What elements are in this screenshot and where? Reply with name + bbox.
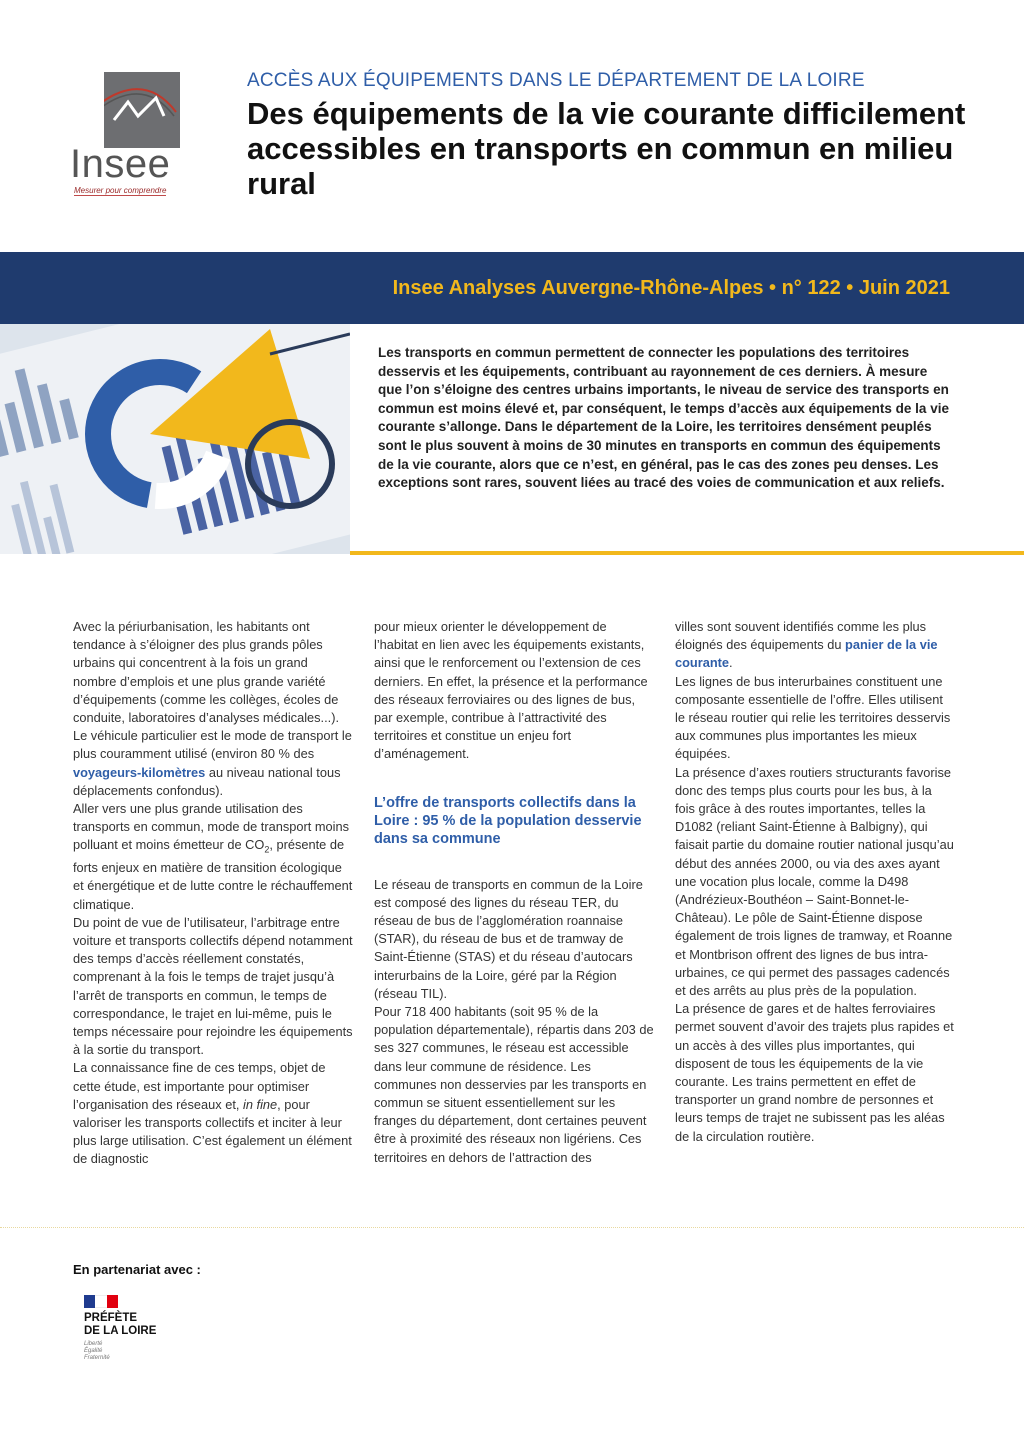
abstract: Les transports en commun permettent de connecter les populations des territoires desservis et les équipements, contribuant au rayonnement de ces derniers. À mesure que l’on s’éloigne des centres urbains importants, le niveau de service des transports en commun est moins élevé et, par conséquent, le temps d’accès aux équipements de la vie courante s’allonge. Dans le département de la Loire, les territoires densément peuplés sont le plus souvent à moins de 30 minutes en transports en commun des équipements de la vie courante, alors que ce n’est, en général, pas le cas des zones peu denses. Les exceptions sont rares, souvent liées au tracé des voies de communication et aux reliefs.: [378, 345, 949, 491]
abstract-rule: [350, 551, 1024, 555]
paragraph: Pour 718 400 habitants (soit 95 % de la population départementale), répartis dans 203 de ses 327 communes, le réseau est accessible dans leur commune de résidence. Les communes non desservies par les transports en commun se situent essentiellement sur les franges du département, dont certaines peuvent être à proximité des réseaux non ligériens. Ces territoires en dehors de l’attraction des: [374, 1004, 654, 1165]
publication-info: Insee Analyses Auvergne-Rhône-Alpes • n° 122 • Juin 2021: [392, 277, 950, 299]
logo-tagline: Mesurer pour comprendre: [74, 186, 167, 195]
french-flag-icon: [84, 1295, 118, 1308]
chart-collage-illustration: [0, 324, 350, 554]
link-voyageurs-kilometres[interactable]: voyageurs-kilomètres: [73, 764, 206, 780]
footer-divider: [0, 1227, 1024, 1228]
prefecture-name: PRÉFÈTE DE LA LOIRE: [84, 1312, 157, 1337]
paragraph: villes sont souvent identifiés comme les plus éloignés des équipements du panier de la vie courante.: [675, 619, 938, 671]
publication-band: [0, 252, 1024, 324]
insee-logo: [70, 70, 190, 200]
paragraph: Avec la périurbanisation, les habitants ont tendance à s’éloigner des plus grands pôles urbains qui concentrent à la fois un grand nombre d’emplois et une plus grande variété d’équipements (comme les collèges, écoles de conduite, laboratoires d’analyses médicales...). Le véhicule particulier est le mode de transport le plus couramment utilisé (environ 80 % des voyageurs-kilomètres au niveau national tous déplacements confondus).: [73, 619, 352, 798]
paragraph: La connaissance fine de ces temps, objet de cette étude, est importante pour optimiser l’organisation des réseaux et, in fine, pour valoriser les transports collectifs et inciter à leur plus large utilisation. C’est également un élément de diagnostic: [73, 1060, 352, 1167]
logo-wordmark: Insee: [70, 142, 171, 186]
republic-motto: Liberté Égalité Fraternité: [84, 1341, 110, 1361]
paragraph: pour mieux orienter le développement de l’habitat en lien avec les équipements existants, ainsi que le renforcement ou l’extension de ces derniers. En effet, la présence et la performance des réseaux ferroviaires ou des lignes de bus, par exemple, contribue à l’attractivité des territoires et constitue un enjeu fort d’aménagement.: [374, 619, 648, 762]
paragraph: Le réseau de transports en commun de la Loire est composé des lignes du réseau TER, du réseau de bus de l’agglomération roannaise (STAR), du réseau de bus et de tramway de Saint-Étienne (STAS) et du réseau d’autocars interurbains de la Loire, géré par la Région (réseau TIL).: [374, 876, 643, 1001]
paragraph: Aller vers une plus grande utilisation des transports en commun, mode de transport moins polluant et moins émetteur de $CO_2$, présente de forts enjeux en matière de transition écologique et énergétique et de lutte contre le réchauffement climatique.: [73, 801, 353, 912]
link-panier-vie-courante[interactable]: panier de la vie courante: [675, 637, 938, 671]
section-heading: L’offre de transports collectifs dans la Loire : 95 % de la population desservie dans sa commune: [374, 794, 642, 847]
column-1: [73, 618, 353, 1169]
page-title: Des équipements de la vie courante difficilement accessibles en transports en commun en milieu rural: [247, 96, 966, 201]
column-2: [374, 618, 654, 1167]
prefecture-logo: [84, 1295, 204, 1362]
insee-logo-icon: [104, 72, 180, 148]
partner-label: En partenariat avec :: [73, 1262, 201, 1277]
paragraph: La présence d’axes routiers structurants favorise donc des temps plus courts pour les bus, à la fois grâce à des routes importantes, telles la D1082 (reliant Saint-Étienne à Balbigny), qui faisait partie du domaine routier national jusqu’au début des années 2000, ou via des axes ayant une vocation plus locale, comme la D498 (Andrézieux-Bouthéon – Saint-Bonnet-le-Château). Le pôle de Saint-Étienne dispose également de trois lignes de tramway, et Roanne et Montbrison offrent des lignes de bus intra-urbaines, ce qui permet des passages cadencés et des arrêts au plus près de la population.: [675, 764, 954, 999]
column-3: [675, 618, 955, 1146]
paragraph: La présence de gares et de haltes ferroviaires permet souvent d’avoir des trajets plus rapides et un accès à des villes plus importantes, qui disposent de tous les équipements de la vie courante. Les trains permettent en effet de transporter un grand nombre de personnes et leurs temps de trajet ne subissent pas les aléas de la circulation routière.: [675, 1001, 954, 1144]
section-kicker: ACCÈS AUX ÉQUIPEMENTS DANS LE DÉPARTEMENT DE LA LOIRE: [247, 70, 865, 91]
paragraph: Du point de vue de l’utilisateur, l’arbitrage entre voiture et transports collectifs dépend notamment des temps d’accès réellement constatés, comprenant à la fois le temps de trajet jusqu’à l’arrêt de transports en commun, le temps de correspondance, le trajet en lui-même, puis le temps nécessaire pour rejoindre les équipements à la sortie du transport.: [73, 914, 353, 1058]
paragraph: Les lignes de bus interurbaines constituent une composante essentielle de l’offre. Elles utilisent le réseau routier qui relie les territoires desservis aux communes plus importantes les mieux équipées.: [675, 673, 951, 762]
